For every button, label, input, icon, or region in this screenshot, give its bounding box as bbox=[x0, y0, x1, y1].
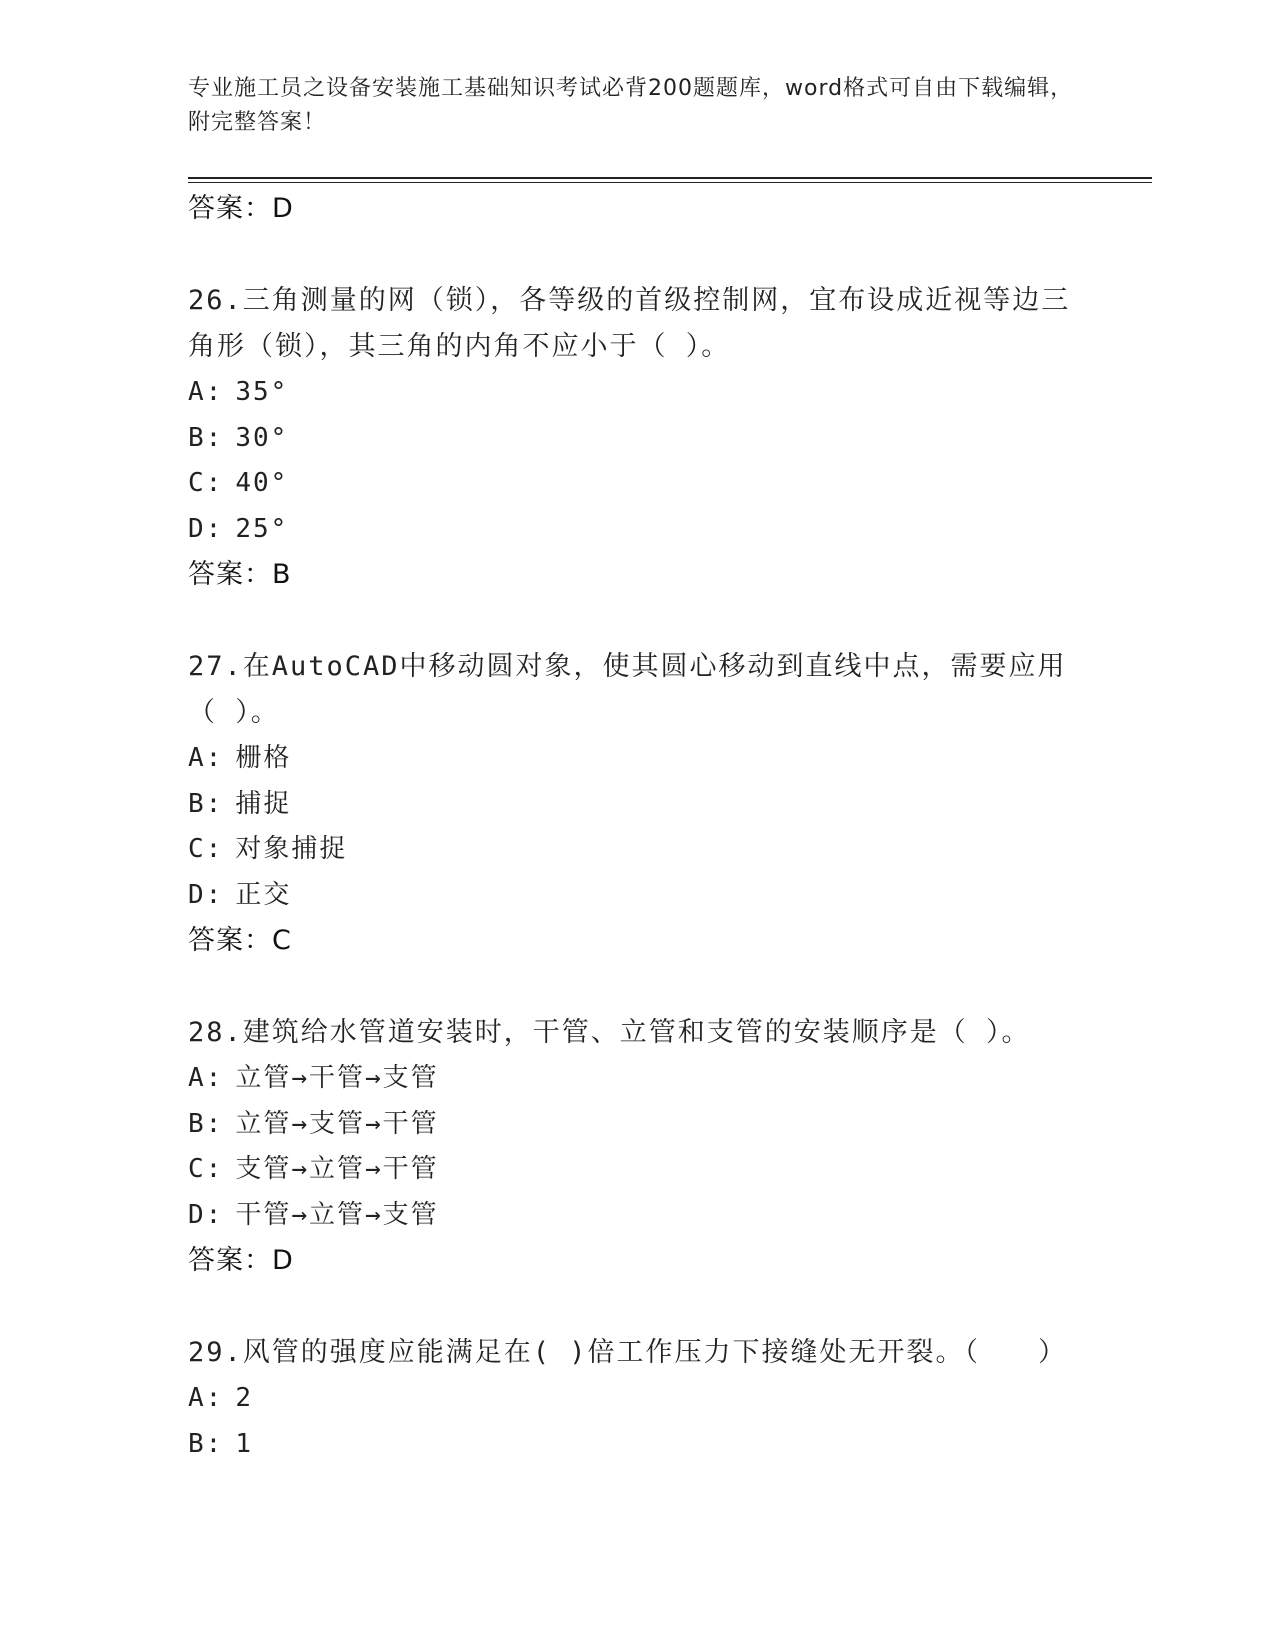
option-letter: D: bbox=[188, 879, 224, 910]
option-letter: A: bbox=[188, 743, 224, 773]
question-item bbox=[188, 278, 1088, 598]
option-d bbox=[188, 873, 1088, 919]
option-letter: B: bbox=[188, 1428, 224, 1459]
option-d bbox=[188, 1193, 1088, 1239]
question-list bbox=[188, 186, 1088, 1467]
option-text: 35° bbox=[235, 377, 289, 407]
answer-label: 答案： bbox=[188, 1245, 272, 1276]
answer-line bbox=[188, 186, 1088, 232]
header-divider-thin bbox=[188, 182, 1152, 183]
option-letter: A: bbox=[188, 1383, 224, 1413]
question-item bbox=[188, 1010, 1088, 1284]
option-a bbox=[188, 370, 1088, 416]
option-b bbox=[188, 782, 1088, 828]
option-letter: B: bbox=[188, 788, 224, 819]
question-item bbox=[188, 644, 1088, 964]
answer-value: D bbox=[272, 193, 294, 224]
option-letter: D: bbox=[188, 513, 224, 544]
option-text: 干管→立管→支管 bbox=[235, 1199, 439, 1230]
question-item bbox=[188, 1330, 1088, 1467]
option-text: 立管→干管→支管 bbox=[235, 1063, 439, 1093]
answer-value: D bbox=[272, 1245, 294, 1276]
option-letter: C: bbox=[188, 834, 224, 864]
option-letter: A: bbox=[188, 377, 224, 407]
option-letter: B: bbox=[188, 1108, 224, 1139]
option-letter: C: bbox=[188, 468, 224, 498]
answer-label: 答案： bbox=[188, 925, 272, 956]
question-text: 29.风管的强度应能满足在( )倍工作压力下接缝处无开裂。（ ） bbox=[188, 1337, 1068, 1368]
option-text: 1 bbox=[235, 1428, 253, 1459]
option-text: 正交 bbox=[235, 879, 292, 910]
option-a bbox=[188, 1376, 1088, 1422]
option-letter: C: bbox=[188, 1154, 224, 1184]
option-text: 立管→支管→干管 bbox=[235, 1108, 439, 1139]
option-c bbox=[188, 827, 1088, 873]
question-text: 28.建筑给水管道安装时，干管、立管和支管的安装顺序是（ ）。 bbox=[188, 1017, 1031, 1048]
answer-line bbox=[188, 918, 1088, 964]
option-letter: D: bbox=[188, 1199, 224, 1230]
header-divider-thick bbox=[188, 177, 1152, 179]
option-b bbox=[188, 416, 1088, 462]
option-text: 支管→立管→干管 bbox=[235, 1154, 439, 1184]
option-b bbox=[188, 1422, 1088, 1468]
answer-label: 答案： bbox=[188, 559, 272, 590]
option-text: 25° bbox=[235, 513, 289, 544]
answer-line bbox=[188, 1238, 1088, 1284]
option-c bbox=[188, 461, 1088, 507]
option-text: 捕捉 bbox=[235, 788, 292, 819]
answer-line bbox=[188, 552, 1088, 598]
option-letter: A: bbox=[188, 1063, 224, 1093]
question-text: 27.在AutoCAD中移动圆对象，使其圆心移动到直线中点，需要应用（ ）。 bbox=[188, 651, 1067, 728]
option-text: 30° bbox=[235, 422, 289, 453]
option-text: 对象捕捉 bbox=[235, 834, 348, 864]
option-text: 栅格 bbox=[235, 743, 292, 773]
option-text: 40° bbox=[235, 468, 289, 498]
option-text: 2 bbox=[235, 1383, 253, 1413]
answer-value: B bbox=[272, 559, 292, 590]
answer-value: C bbox=[272, 925, 292, 956]
option-letter: B: bbox=[188, 422, 224, 453]
option-d bbox=[188, 507, 1088, 553]
answer-label: 答案： bbox=[188, 193, 272, 224]
option-b bbox=[188, 1102, 1088, 1148]
option-a bbox=[188, 1056, 1088, 1102]
option-a bbox=[188, 736, 1088, 782]
question-text: 26.三角测量的网（锁），各等级的首级控制网，宜布设成近视等边三角形（锁），其三角的内角不应小于（ ）。 bbox=[188, 285, 1071, 362]
option-c bbox=[188, 1147, 1088, 1193]
document-header: 专业施工员之设备安装施工基础知识考试必背200题题库，word格式可自由下载编辑，附完整答案！ bbox=[188, 76, 1074, 135]
